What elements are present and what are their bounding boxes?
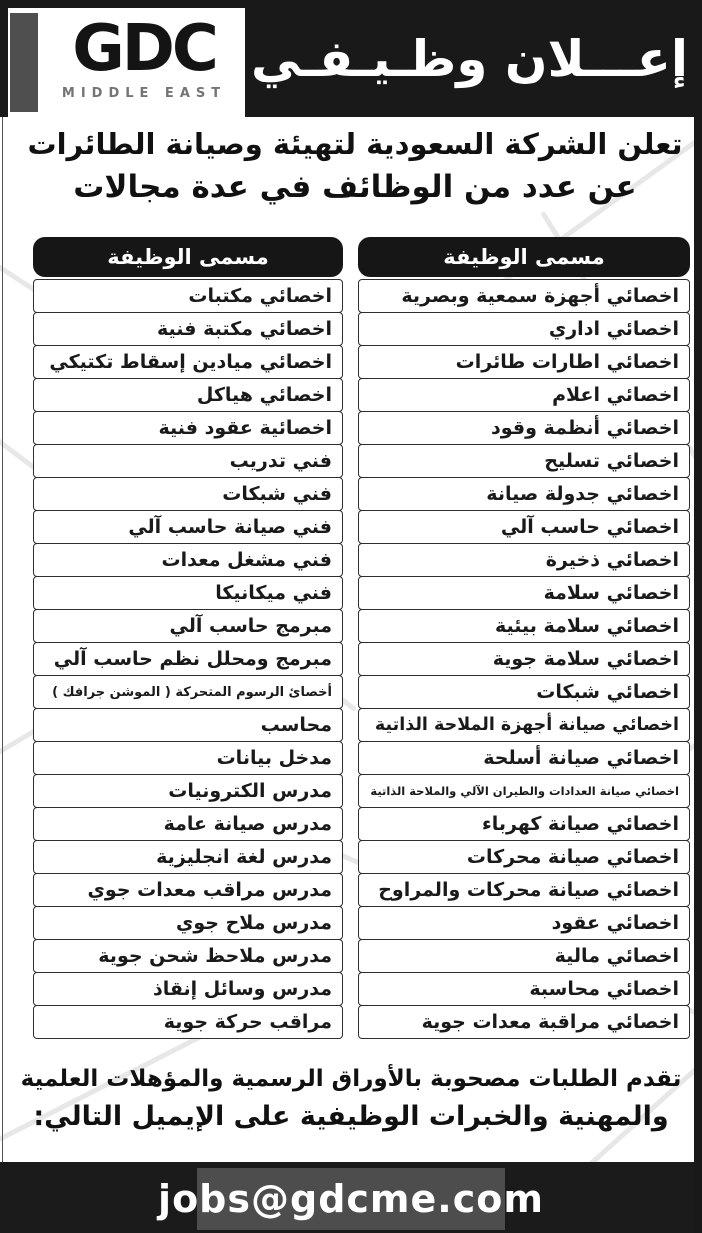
job-row xyxy=(358,774,690,808)
job-title: مدرس وسائل إنقاذ xyxy=(152,978,332,1000)
job-row xyxy=(358,477,690,511)
job-row xyxy=(33,609,343,643)
logo-name: GDC xyxy=(72,12,216,86)
job-row xyxy=(33,477,343,511)
job-row xyxy=(358,444,690,478)
job-row xyxy=(358,642,690,676)
job-row xyxy=(33,576,343,610)
job-row xyxy=(33,741,343,775)
job-title: مدرس الكترونيات xyxy=(168,780,332,802)
header-band xyxy=(0,0,702,117)
job-title: اخصائي تسليح xyxy=(544,450,679,472)
job-title: اخصائي هياكل xyxy=(196,384,332,406)
job-title: اخصائي جدولة صيانة xyxy=(486,483,679,505)
job-row xyxy=(33,906,343,940)
job-title: اخصائي اعلام xyxy=(552,384,679,406)
job-title: اخصائي اداري xyxy=(548,318,679,340)
job-column-right xyxy=(358,237,690,1039)
job-row xyxy=(358,708,690,742)
job-row xyxy=(358,279,690,313)
job-title: اخصائي سلامة بيئية xyxy=(495,615,679,637)
job-row xyxy=(33,675,343,709)
job-row xyxy=(358,1005,690,1039)
apply-line-1: تقدم الطلبات مصحوبة بالأوراق الرسمية والمؤهلات العلمية xyxy=(20,1066,682,1092)
job-row xyxy=(33,279,343,313)
job-title: اخصائي مكتبة فنية xyxy=(157,318,332,340)
job-row xyxy=(358,807,690,841)
job-row xyxy=(358,906,690,940)
job-title: اخصائي أجهزة سمعية وبصرية xyxy=(401,285,679,307)
job-row xyxy=(33,840,343,874)
apply-instructions xyxy=(20,1062,682,1137)
job-row xyxy=(33,873,343,907)
job-title: اخصائي صيانة محركات والمراوح xyxy=(378,879,679,901)
job-title: اخصائي صيانة أسلحة xyxy=(483,747,679,769)
job-row xyxy=(358,411,690,445)
gdc-logo xyxy=(8,8,245,117)
job-row xyxy=(33,378,343,412)
job-title: مدرس صيانة عامة xyxy=(163,813,332,835)
email-address: jobs@gdcme.com xyxy=(158,1177,544,1221)
job-title: اخصائي عقود xyxy=(551,912,679,934)
job-row xyxy=(33,774,343,808)
column-header: مسمى الوظيفة xyxy=(33,237,343,277)
job-row xyxy=(33,642,343,676)
job-title: اخصائي صيانة محركات xyxy=(466,846,679,868)
job-title: فني شبكات xyxy=(222,483,332,505)
job-title: فني تدريب xyxy=(229,450,332,472)
job-rows xyxy=(358,279,690,1039)
job-title: محاسب xyxy=(260,714,332,736)
job-title: فني مشغل معدات xyxy=(161,549,332,571)
job-row xyxy=(358,675,690,709)
page-border-left xyxy=(2,117,3,1162)
job-row xyxy=(358,378,690,412)
email-box xyxy=(158,1168,544,1230)
page-border-right xyxy=(694,0,702,1233)
job-row xyxy=(33,543,343,577)
job-title: مبرمج حاسب آلي xyxy=(169,615,332,637)
job-title: اخصائي سلامة xyxy=(543,582,679,604)
job-row xyxy=(33,807,343,841)
job-row xyxy=(33,312,343,346)
job-title: اخصائي صيانة أجهزة الملاحة الذاتية xyxy=(374,715,679,735)
job-title: اخصائي أنظمة وقود xyxy=(491,417,679,439)
job-title: مراقب حركة جوية xyxy=(163,1011,332,1033)
job-row xyxy=(33,345,343,379)
headline-line-1: تعلن الشركة السعودية لتهيئة وصيانة الطائرات xyxy=(27,127,683,161)
apply-line-2: والمهنية والخبرات الوظيفية على الإيميل التالي: xyxy=(33,1100,669,1132)
job-title: اخصائي مالية xyxy=(554,945,679,967)
job-row xyxy=(33,972,343,1006)
job-row xyxy=(358,312,690,346)
job-row xyxy=(358,840,690,874)
job-row xyxy=(358,543,690,577)
banner-title: إعـــلان وظـيـفـي xyxy=(250,29,689,88)
job-title: مدرس ملاح جوي xyxy=(175,912,332,934)
job-row xyxy=(33,939,343,973)
column-header: مسمى الوظيفة xyxy=(358,237,690,277)
job-title: مبرمج ومحلل نظم حاسب آلي xyxy=(53,648,332,670)
logo-subtitle: MIDDLE EAST xyxy=(61,86,227,102)
job-rows xyxy=(33,279,343,1039)
job-title: مدرس لغة انجليزية xyxy=(156,846,332,868)
job-column-left xyxy=(33,237,343,1039)
job-title: اخصائي محاسبة xyxy=(529,978,679,1000)
footer-band xyxy=(0,1162,702,1233)
job-row xyxy=(358,510,690,544)
headline-line-2: عن عدد من الوظائف في عدة مجالات xyxy=(73,169,637,206)
job-row xyxy=(33,444,343,478)
job-title: اخصائية عقود فنية xyxy=(158,417,332,439)
job-row xyxy=(358,609,690,643)
job-row xyxy=(358,873,690,907)
job-title: اخصائي ميادين إسقاط تكتيكي xyxy=(49,351,332,373)
job-row xyxy=(358,741,690,775)
job-row xyxy=(33,1005,343,1039)
job-title: اخصائي ذخيرة xyxy=(545,549,679,571)
job-title: اخصائي سلامة جوية xyxy=(492,648,679,670)
job-title: اخصائي مكتبات xyxy=(188,285,332,307)
job-title: فني ميكانيكا xyxy=(215,582,332,604)
job-title: فني صيانة حاسب آلي xyxy=(128,516,332,538)
job-title: اخصائي شبكات xyxy=(536,681,679,703)
job-row xyxy=(33,510,343,544)
job-title: مدرس مراقب معدات جوي xyxy=(87,879,332,901)
job-title: اخصائي اطارات طائرات xyxy=(455,351,679,373)
announcement-headline xyxy=(24,124,686,209)
job-title: مدخل بيانات xyxy=(216,747,332,769)
job-title: أخصائ الرسوم المتحركة ( الموشن جرافك ) xyxy=(52,684,332,700)
job-title: اخصائي مراقبة معدات جوية xyxy=(421,1011,679,1033)
job-title: اخصائي حاسب آلي xyxy=(500,516,679,538)
job-row xyxy=(358,576,690,610)
job-title: اخصائي صيانة كهرباء xyxy=(482,813,679,835)
job-row xyxy=(33,411,343,445)
job-row xyxy=(358,972,690,1006)
job-row xyxy=(358,345,690,379)
logo-accent-bar xyxy=(10,13,38,112)
job-row xyxy=(358,939,690,973)
job-title: اخصائي صيانة العدادات والطيران الآلي والملاحة الذاتية xyxy=(370,784,679,798)
job-title: مدرس ملاحظ شحن جوية xyxy=(98,945,332,967)
job-row xyxy=(33,708,343,742)
